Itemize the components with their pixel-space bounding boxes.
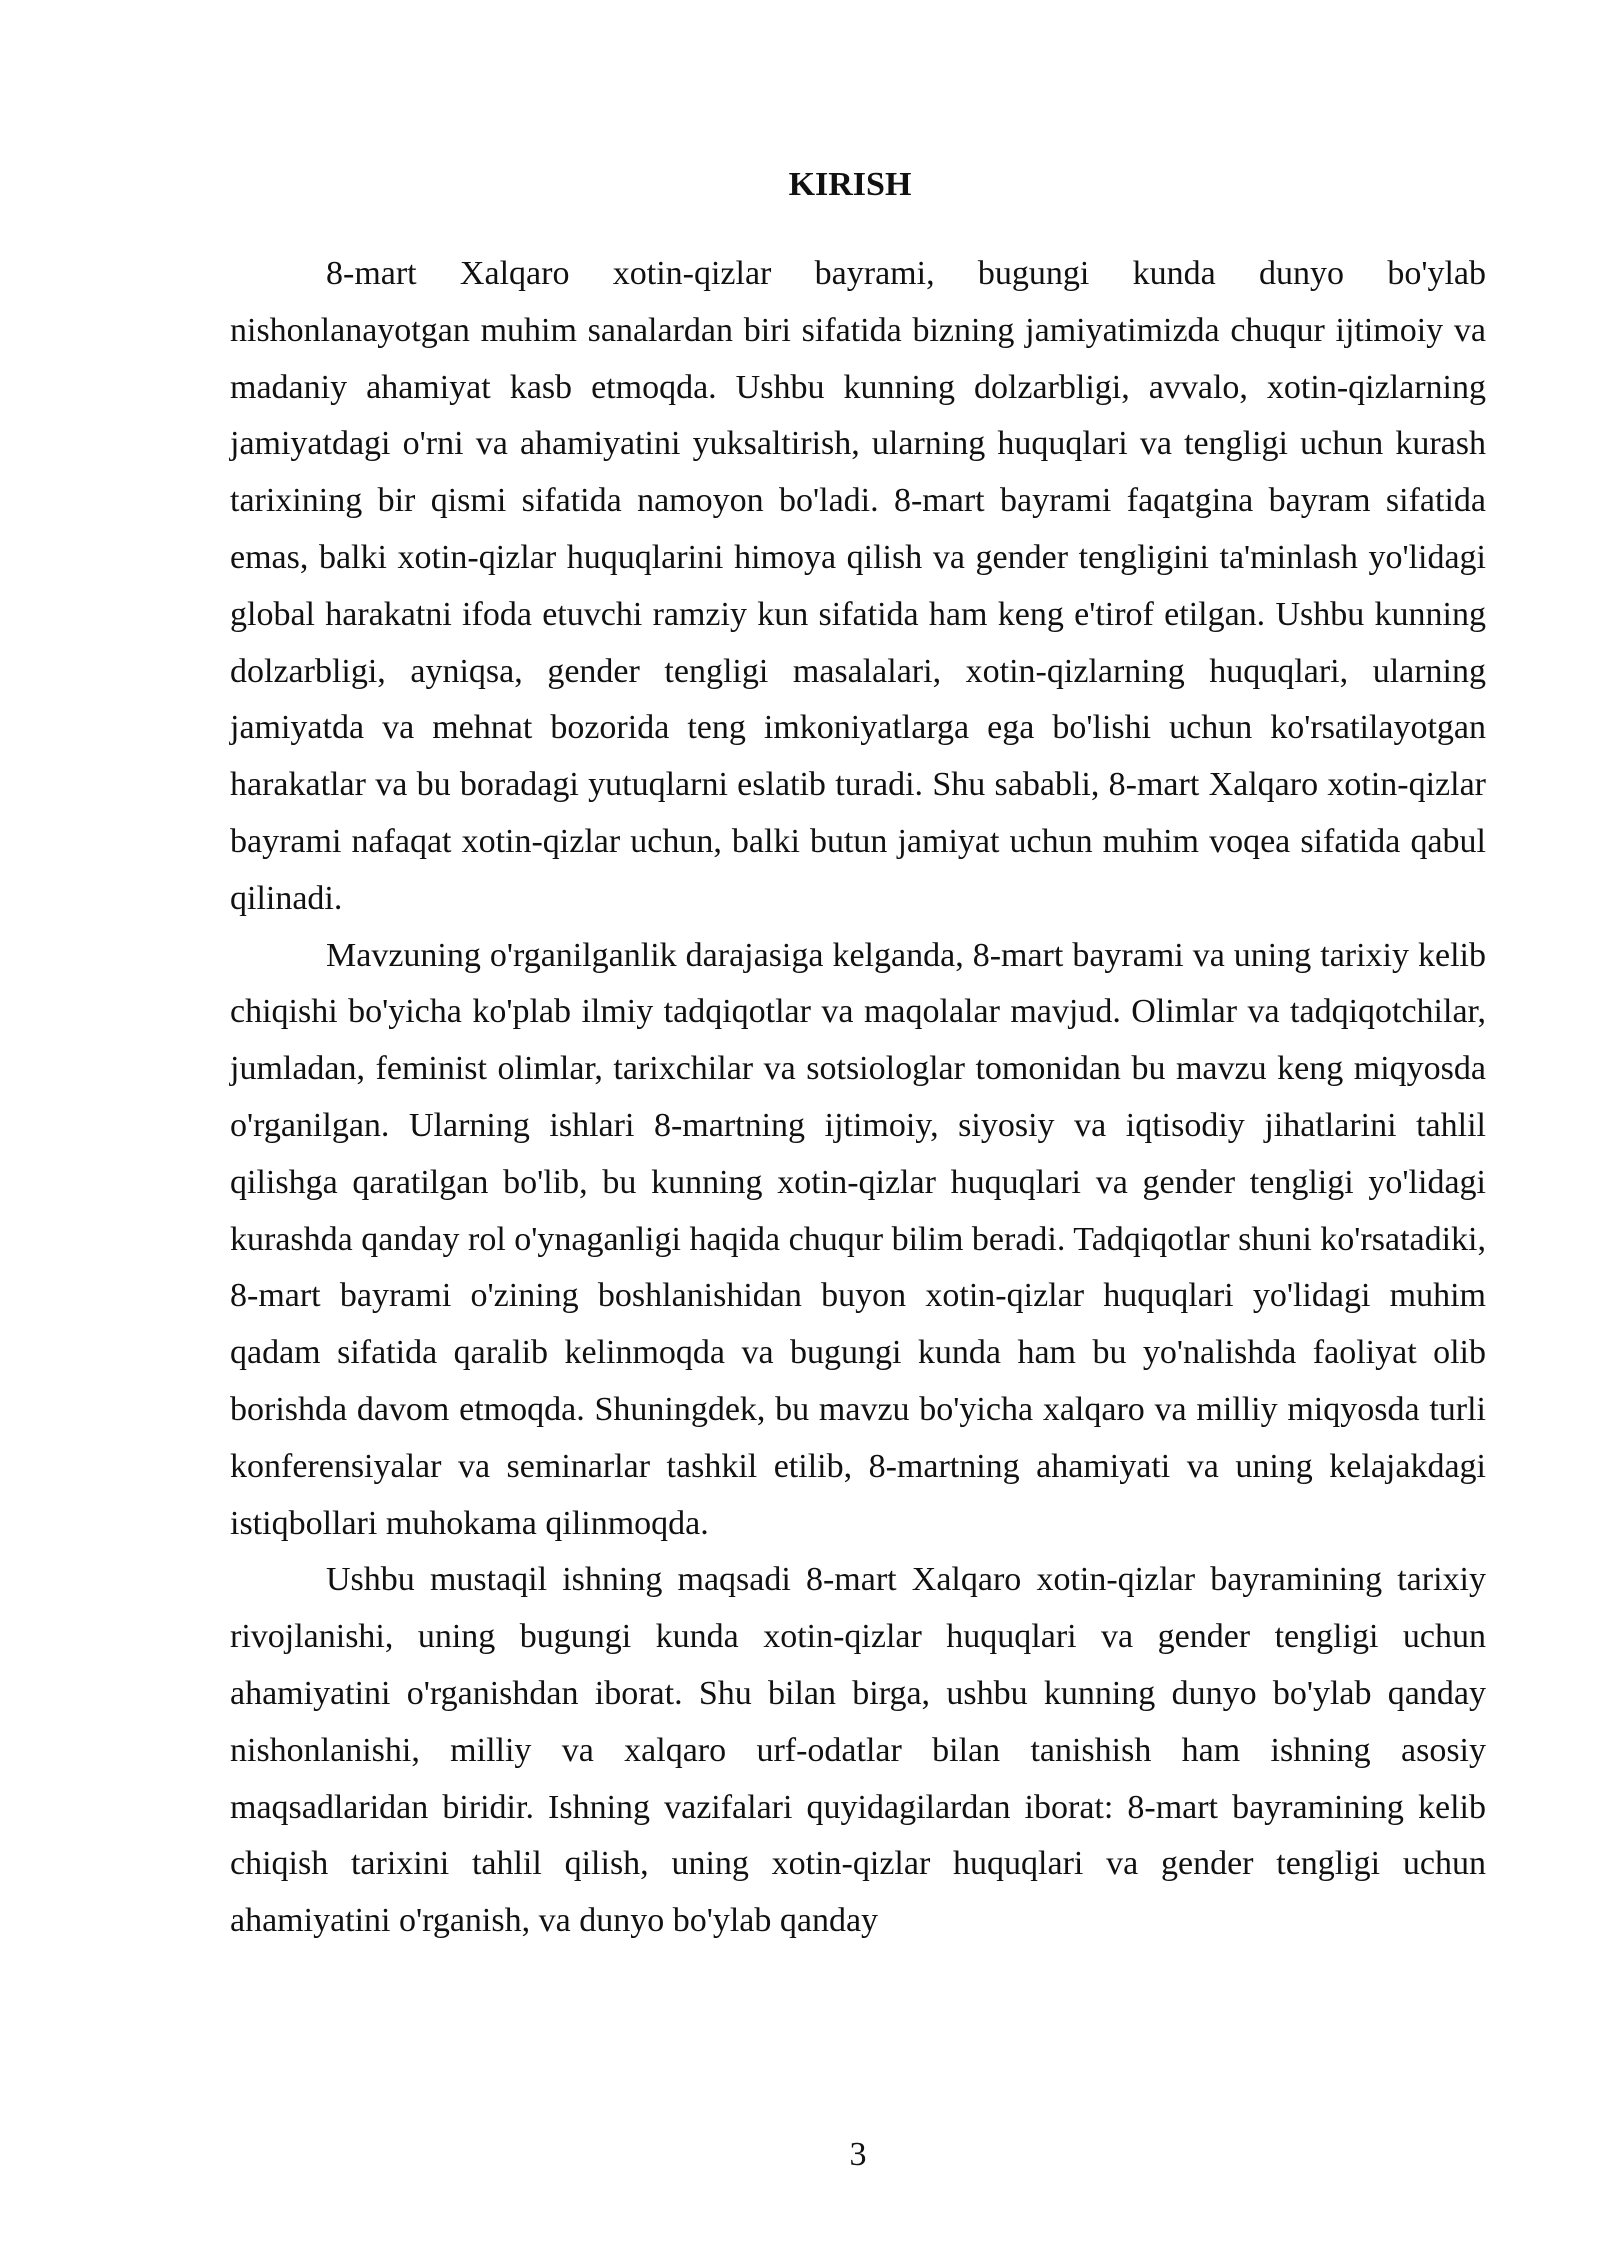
section-heading: KIRISH bbox=[788, 166, 912, 203]
page-number: 3 bbox=[849, 2136, 867, 2173]
paragraph-2: Mavzuning o'rganilganlik darajasiga kelganda, 8-mart bayrami va uning tarixiy kelib chiqishi bo'yicha ko'plab ilmiy tadqiqotlar va maqolalar mavjud. Olimlar va tadqiqotchilar, jumladan, feminist olimlar, tarixchilar va sotsiologlar tomonidan bu mavzu keng miqyosda o'rganilgan. Ularning ishlari 8-martning ijtimoiy, siyosiy va iqtisodiy jihatlarini tahlil qilishga qaratilgan bo'lib, bu kunning xotin-qizlar huquqlari va gender tengligi yo'lidagi kurashda qanday rol o'ynaganligi haqida chuqur bilim beradi. Tadqiqotlar shuni ko'rsatadiki, 8-mart bayrami o'zining boshlanishidan buyon xotin-qizlar huquqlari yo'lidagi muhim qadam sifatida qaralib kelinmoqda va bugungi kunda ham bu yo'nalishda faoliyat olib borishda davom etmoqda. Shuningdek, bu mavzu bo'yicha xalqaro va milliy miqyosda turli konferensiyalar va seminarlar tashkil etilib, 8-martning ahamiyati va uning kelajakdagi istiqbollari muhokama qilinmoqda. bbox=[230, 936, 1486, 1542]
paragraph-3: Ushbu mustaqil ishning maqsadi 8-mart Xalqaro xotin-qizlar bayramining tarixiy rivojlanishi, uning bugungi kunda xotin-qizlar huquqlari va gender tengligi uchun ahamiyatini o'rganishdan iborat. Shu bilan birga, ushbu kunning dunyo bo'ylab qanday nishonlanishi, milliy va xalqaro urf-odatlar bilan tanishish ham ishning asosiy maqsadlaridan biridir. Ishning vazifalari quyidagilardan iborat: 8-mart bayramining kelib chiqish tarixini tahlil qilish, uning xotin-qizlar huquqlari va gender tengligi uchun ahamiyatini o'rganish, va dunyo bo'ylab qanday bbox=[230, 1561, 1486, 1940]
paragraph-1: 8-mart Xalqaro xotin-qizlar bayrami, bugungi kunda dunyo bo'ylab nishonlanayotgan muhim sanalardan biri sifatida bizning jamiyatimizda chuqur ijtimoiy va madaniy ahamiyat kasb etmoqda. Ushbu kunning dolzarbligi, avvalo, xotin-qizlarning jamiyatdagi o'rni va ahamiyatini yuksaltirish, ularning huquqlari va tengligi uchun kurash tarixining bir qismi sifatida namoyon bo'ladi. 8-mart bayrami faqatgina bayram sifatida emas, balki xotin-qizlar huquqlarini himoya qilish va gender tengligini ta'minlash yo'lidagi global harakatni ifoda etuvchi ramziy kun sifatida ham keng e'tirof etilgan. Ushbu kunning dolzarbligi, ayniqsa, gender tengligi masalalari, xotin-qizlarning huquqlari, ularning jamiyatda va mehnat bozorida teng imkoniyatlarga ega bo'lishi uchun ko'rsatilayotgan harakatlar va bu boradagi yutuqlarni eslatib turadi. Shu sababli, 8-mart Xalqaro xotin-qizlar bayrami nafaqat xotin-qizlar uchun, balki butun jamiyat uchun muhim voqea sifatida qabul qilinadi. bbox=[230, 255, 1486, 917]
body-text bbox=[230, 246, 1486, 1950]
